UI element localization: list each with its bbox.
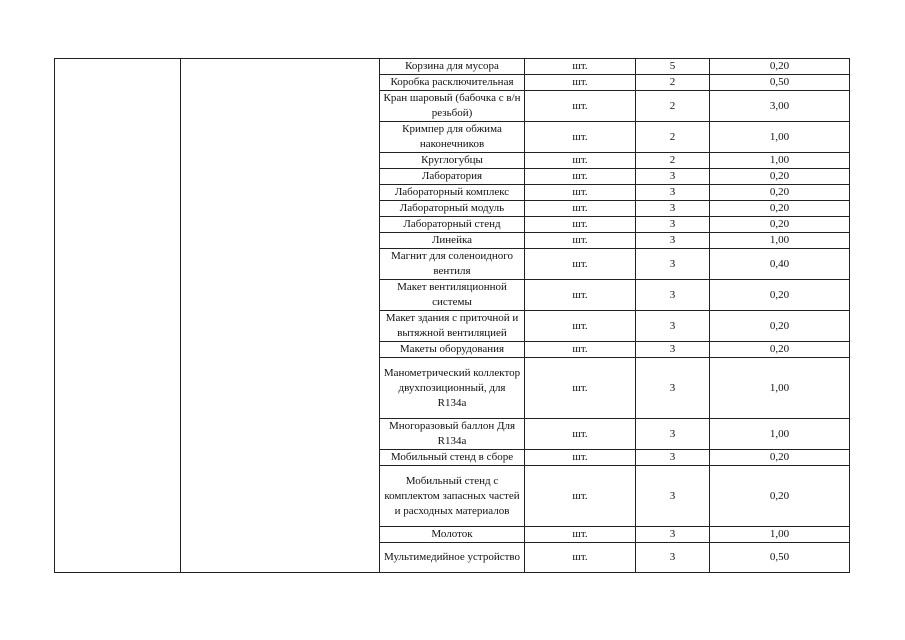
value-cell: 0,20: [710, 466, 850, 527]
value-cell: 1,00: [710, 233, 850, 249]
quantity-cell: 3: [636, 311, 710, 342]
item-name-cell: Молоток: [380, 527, 525, 543]
unit-cell: шт.: [525, 358, 636, 419]
value-cell: 0,20: [710, 185, 850, 201]
unit-cell: шт.: [525, 122, 636, 153]
unit-cell: шт.: [525, 185, 636, 201]
item-name-cell: Кран шаровый (бабочка с в/н резьбой): [380, 91, 525, 122]
unit-cell: шт.: [525, 311, 636, 342]
value-cell: 0,20: [710, 450, 850, 466]
value-cell: 0,50: [710, 543, 850, 573]
table-row: [55, 59, 850, 75]
quantity-cell: 2: [636, 75, 710, 91]
value-cell: 0,20: [710, 59, 850, 75]
quantity-cell: 2: [636, 153, 710, 169]
item-name-cell: Манометрический коллектор двухпозиционный, для R134a: [380, 358, 525, 419]
item-name-cell: Мультимедийное устройство: [380, 543, 525, 573]
quantity-cell: 2: [636, 122, 710, 153]
item-name-cell: Магнит для соленоидного вентиля: [380, 249, 525, 280]
item-name-cell: Лабораторный комплекс: [380, 185, 525, 201]
quantity-cell: 3: [636, 527, 710, 543]
quantity-cell: 3: [636, 201, 710, 217]
second-blank-cell: [181, 59, 380, 573]
quantity-cell: 3: [636, 419, 710, 450]
first-blank-cell: [55, 59, 181, 573]
item-name-cell: Круглогубцы: [380, 153, 525, 169]
item-name-cell: Лабораторный модуль: [380, 201, 525, 217]
unit-cell: шт.: [525, 201, 636, 217]
quantity-cell: 3: [636, 450, 710, 466]
unit-cell: шт.: [525, 217, 636, 233]
unit-cell: шт.: [525, 543, 636, 573]
item-name-cell: Макет здания с приточной и вытяжной вентиляцией: [380, 311, 525, 342]
item-name-cell: Макет вентиляционной системы: [380, 280, 525, 311]
item-name-cell: Лабораторный стенд: [380, 217, 525, 233]
value-cell: 3,00: [710, 91, 850, 122]
unit-cell: шт.: [525, 419, 636, 450]
quantity-cell: 3: [636, 185, 710, 201]
item-name-cell: Макеты оборудования: [380, 342, 525, 358]
item-name-cell: Корзина для мусора: [380, 59, 525, 75]
equipment-table: [54, 58, 850, 573]
value-cell: 1,00: [710, 153, 850, 169]
value-cell: 1,00: [710, 122, 850, 153]
unit-cell: шт.: [525, 249, 636, 280]
unit-cell: шт.: [525, 342, 636, 358]
quantity-cell: 2: [636, 91, 710, 122]
unit-cell: шт.: [525, 169, 636, 185]
document-page: [54, 58, 849, 573]
value-cell: 0,20: [710, 169, 850, 185]
value-cell: 0,20: [710, 217, 850, 233]
quantity-cell: 3: [636, 280, 710, 311]
value-cell: 0,20: [710, 280, 850, 311]
unit-cell: шт.: [525, 280, 636, 311]
quantity-cell: 5: [636, 59, 710, 75]
quantity-cell: 3: [636, 466, 710, 527]
quantity-cell: 3: [636, 169, 710, 185]
value-cell: 0,40: [710, 249, 850, 280]
value-cell: 0,20: [710, 201, 850, 217]
item-name-cell: Мобильный стенд в сборе: [380, 450, 525, 466]
item-name-cell: Коробка расключительная: [380, 75, 525, 91]
unit-cell: шт.: [525, 59, 636, 75]
unit-cell: шт.: [525, 450, 636, 466]
item-name-cell: Линейка: [380, 233, 525, 249]
value-cell: 1,00: [710, 419, 850, 450]
value-cell: 1,00: [710, 358, 850, 419]
unit-cell: шт.: [525, 527, 636, 543]
quantity-cell: 3: [636, 543, 710, 573]
quantity-cell: 3: [636, 217, 710, 233]
item-name-cell: Мобильный стенд с комплектом запасных частей и расходных материалов: [380, 466, 525, 527]
value-cell: 1,00: [710, 527, 850, 543]
value-cell: 0,50: [710, 75, 850, 91]
unit-cell: шт.: [525, 153, 636, 169]
quantity-cell: 3: [636, 249, 710, 280]
unit-cell: шт.: [525, 91, 636, 122]
quantity-cell: 3: [636, 233, 710, 249]
item-name-cell: Кримпер для обжима наконечников: [380, 122, 525, 153]
quantity-cell: 3: [636, 358, 710, 419]
unit-cell: шт.: [525, 466, 636, 527]
item-name-cell: Лаборатория: [380, 169, 525, 185]
value-cell: 0,20: [710, 311, 850, 342]
quantity-cell: 3: [636, 342, 710, 358]
equipment-table-body: [55, 59, 850, 573]
unit-cell: шт.: [525, 75, 636, 91]
value-cell: 0,20: [710, 342, 850, 358]
unit-cell: шт.: [525, 233, 636, 249]
item-name-cell: Многоразовый баллон Для R134a: [380, 419, 525, 450]
